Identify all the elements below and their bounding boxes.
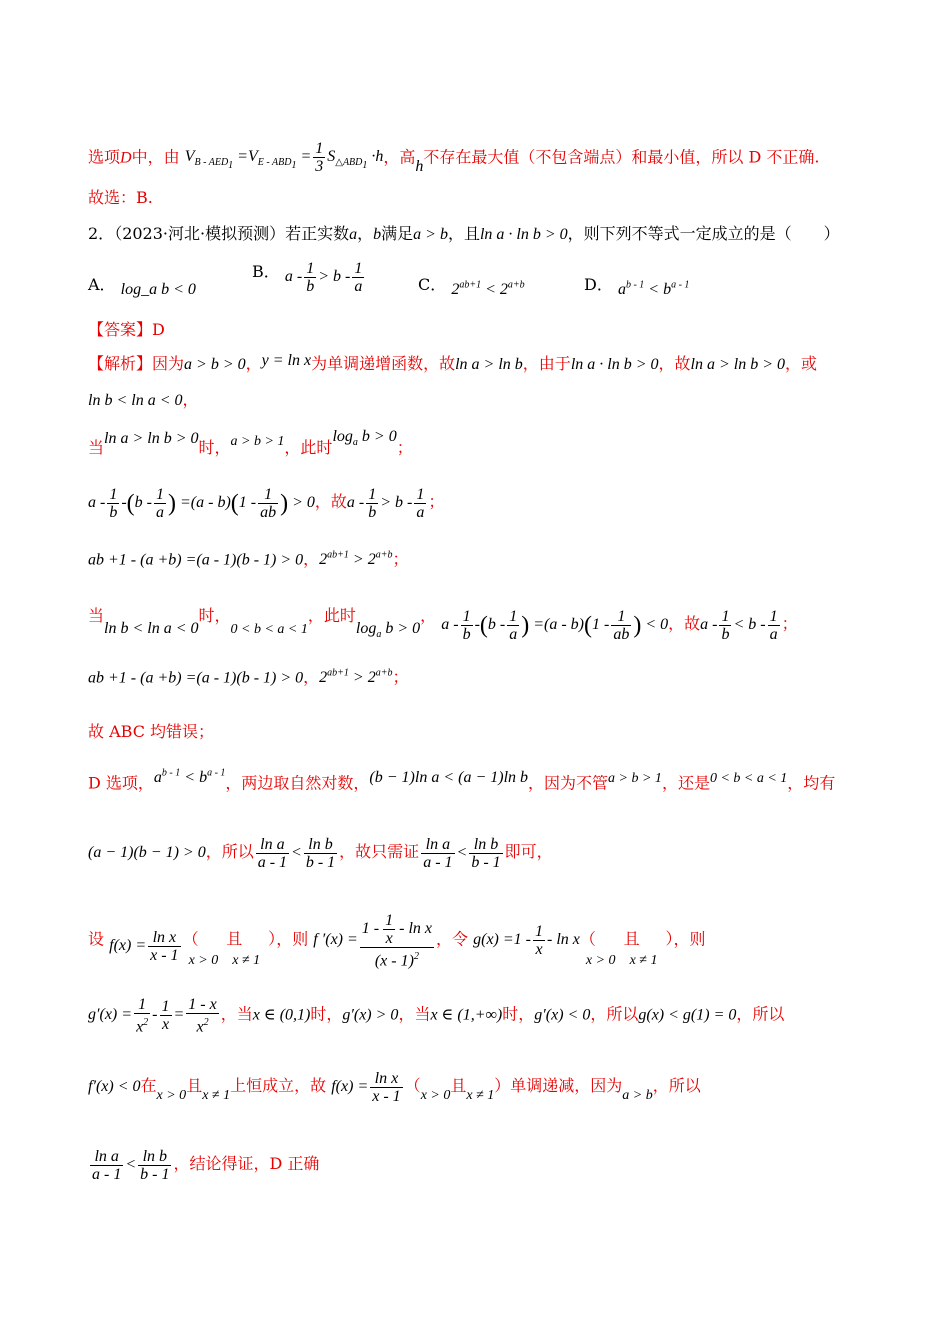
- formula: a > b > 0: [184, 356, 246, 373]
- formula: x ≠ 1: [202, 1088, 231, 1104]
- text: 当: [88, 438, 105, 457]
- formula: $\frac{\text{ln a}}{a - 1}$ < $\frac{\text{ln b}}{b - 1}$: [92, 1148, 170, 1183]
- formula: y = ln x: [261, 352, 312, 369]
- formula: a - $\frac{1}{b}$ > b - $\frac{1}{a}$: [346, 486, 425, 521]
- formula: x ≠ 1: [629, 953, 658, 969]
- case-1-line-1: [88, 428, 413, 465]
- formula: ln a > ln b > 0: [690, 356, 785, 373]
- option-label: A．: [88, 275, 116, 294]
- text: 满足: [381, 224, 414, 243]
- text: 时，: [310, 1004, 343, 1024]
- text: ，因为不管: [528, 773, 609, 793]
- text: 故 ABC 均错误；: [88, 722, 215, 741]
- text: 当: [88, 606, 105, 626]
- text: ）: [268, 929, 277, 949]
- text: 且: [226, 929, 243, 949]
- text: 设: [88, 929, 105, 949]
- text: ，故: [658, 354, 691, 373]
- conclusion: [88, 188, 153, 208]
- formula: f′(x) < 0: [88, 1078, 141, 1096]
- formula: x ≠ 1: [232, 953, 261, 969]
- text: ，此时: [284, 438, 333, 457]
- option-label: B．: [252, 262, 280, 282]
- text: ，由于: [522, 354, 571, 373]
- option-d: [584, 272, 690, 298]
- text: 在: [140, 1076, 157, 1096]
- text: ，所以: [736, 1004, 785, 1024]
- option-a: [88, 272, 196, 298]
- condition-2: ln a · ln b > 0: [479, 226, 568, 243]
- text: ，且: [447, 224, 480, 243]
- text: ；: [396, 438, 413, 457]
- d-option-line-1: [88, 770, 835, 795]
- option-formula: $a^{b - 1} < b^{a - 1}$: [617, 279, 690, 298]
- text: 上恒成立，故: [230, 1076, 327, 1096]
- final-line: [88, 1148, 319, 1183]
- formula: a > b > 1: [230, 434, 285, 449]
- formula: g′(x) > 0: [342, 1006, 399, 1024]
- text: 为单调递增函数，故: [311, 354, 456, 373]
- text: ，或: [785, 354, 818, 373]
- formula: f(x) = $\frac{\text{ln x}}{x - 1}$: [331, 1070, 401, 1105]
- d-option-line-2: [88, 836, 553, 871]
- text: 不存在最大值（不包含端点）和最小值，所以 D 不正确.: [423, 147, 820, 167]
- text: ，故: [668, 614, 701, 634]
- answer-tag: 【答案】: [88, 320, 153, 339]
- text: 因为: [152, 354, 185, 373]
- text: ，所以: [590, 1004, 639, 1024]
- formula: x > 0: [585, 953, 616, 969]
- volume-formula: $V_{B - AED_1} =V_{E - ABD_1}$ = $\frac{1}{3}$ $S_{\triangle ABD_1} \cdot h$: [184, 140, 384, 175]
- text: ，此时: [307, 606, 356, 626]
- formula: (a − 1)(b − 1) > 0: [88, 844, 206, 862]
- option-c: [418, 272, 525, 298]
- var-a: a: [349, 226, 358, 243]
- text: ，令: [436, 929, 469, 949]
- var-b: b: [373, 226, 382, 243]
- case-1-line-3: [88, 546, 408, 570]
- text: ；: [392, 667, 409, 687]
- formula: x > 0: [156, 1088, 187, 1104]
- formula: f ′(x) = 1 - $\frac{1}{x}$ - ln x (x - 1)$^2$: [313, 912, 432, 970]
- text: ，则: [276, 929, 309, 949]
- question-source: （2023·河北·模拟预测）: [114, 224, 286, 243]
- text: ）单调递减，因为: [494, 1076, 623, 1096]
- formula: (b − 1)ln a < (a − 1)ln b: [369, 769, 529, 787]
- formula: ln a > ln b: [455, 356, 523, 373]
- option-letter: D: [120, 149, 132, 167]
- text: ，两边取自然对数，: [225, 773, 370, 793]
- analysis-line-2: [88, 390, 199, 411]
- case-1-line-2: [88, 486, 444, 521]
- formula: a - $\frac{1}{b}$ -(b - $\frac{1}{a}$ ) =(a - b)(1 - $\frac{1}{ab}$ ) < 0: [441, 608, 669, 643]
- text: 中，由: [131, 147, 180, 167]
- text: 时，: [198, 606, 231, 626]
- answer-value: D: [152, 320, 165, 339]
- formula: $\log_a b > 0$: [355, 620, 421, 641]
- formula: a - $\frac{1}{b}$ < b - $\frac{1}{a}$: [700, 608, 778, 643]
- formula: $\log_a b > 0$: [332, 428, 397, 449]
- formula: ab +1 - (a +b) =(a - 1)(b - 1) > 0: [88, 669, 304, 687]
- set-f-line: [88, 912, 706, 969]
- question-number: 2．: [88, 224, 115, 243]
- option-formula: $2^{ab+1} < 2^{a+b}$: [451, 279, 525, 298]
- formula: g′(x) < 0: [534, 1006, 591, 1024]
- text: ，则下列不等式一定成立的是（ ）: [567, 224, 840, 243]
- answer: [88, 320, 165, 340]
- formula: $\frac{\text{ln a}}{a - 1}$ < $\frac{\text{ln b}}{b - 1}$: [257, 836, 336, 871]
- text: ，均有: [787, 773, 836, 793]
- option-b: [252, 260, 366, 295]
- text: D 选项，: [88, 773, 154, 793]
- analysis-tag: 【解析】: [88, 354, 153, 373]
- text: ，: [303, 667, 320, 687]
- formula: x ∈ (0,1): [252, 1006, 311, 1024]
- formula: ln a > ln b > 0: [104, 430, 199, 447]
- text: 时，: [502, 1004, 535, 1024]
- text: ，还是: [661, 773, 710, 793]
- text: ；: [392, 549, 409, 569]
- text: ，: [303, 549, 320, 569]
- text: 且: [186, 1076, 203, 1096]
- text: 即可，: [504, 842, 553, 862]
- formula: a - $\frac{1}{b}$ -(b - $\frac{1}{a}$ ) =(a - b)(1 - $\frac{1}{ab}$ ) > 0: [88, 486, 315, 521]
- text: 若正实数: [285, 224, 350, 243]
- formula: f(x) = $\frac{\text{ln x}}{x - 1}$: [109, 929, 179, 965]
- text: ，故只需证: [339, 842, 420, 862]
- text: ，所以: [205, 842, 254, 862]
- formula: $2^{ab+1} > 2^{a+b}$: [319, 668, 393, 687]
- text: ，: [182, 390, 199, 409]
- case-2-line-1: [88, 608, 798, 643]
- text: 时，: [198, 438, 231, 457]
- text: （: [404, 1076, 421, 1096]
- condition-1: a > b: [413, 226, 448, 243]
- option-formula: a - $\frac{1}{b}$ > b - $\frac{1}{a}$: [284, 260, 363, 295]
- text: （: [182, 929, 199, 949]
- formula: g′(x) = $\frac{1}{x^2}$ - $\frac{1}{x}$ = $\frac{1 - x}{x^2}$: [88, 996, 217, 1036]
- formula: 0 < b < a < 1: [230, 622, 308, 638]
- text: ，当: [398, 1004, 431, 1024]
- solution-line-1: [88, 140, 820, 176]
- text: ，: [420, 606, 437, 626]
- formula: $2^{ab+1} > 2^{a+b}$: [319, 550, 393, 569]
- option-label: D．: [584, 275, 613, 294]
- formula: x ∈ (1,+∞): [430, 1006, 503, 1024]
- formula: a > b > 1: [608, 771, 662, 787]
- f-monotone-line: [88, 1070, 701, 1105]
- analysis-line-1: [88, 354, 817, 375]
- text: ）: [665, 929, 674, 949]
- formula: ln b < ln a < 0: [104, 620, 199, 638]
- text: 且: [623, 929, 640, 949]
- text: ，当: [220, 1004, 253, 1024]
- question-stem: [88, 224, 840, 245]
- text: ，结论得证，D 正确: [173, 1154, 320, 1174]
- text: ，: [357, 224, 374, 243]
- option-label: C．: [418, 275, 447, 294]
- abc-wrong: [88, 722, 214, 742]
- text: ，所以: [652, 1076, 701, 1096]
- text: ，故: [314, 492, 347, 512]
- formula: g(x) < g(1) = 0: [638, 1006, 737, 1024]
- case-2-line-2: [88, 664, 408, 688]
- formula: ln a · ln b > 0: [570, 356, 659, 373]
- text: ，: [245, 354, 262, 373]
- text: 选项: [88, 147, 121, 167]
- text: （: [579, 929, 596, 949]
- option-formula: log_a b < 0: [120, 281, 196, 298]
- formula: 0 < b < a < 1: [709, 771, 788, 787]
- g-derivative-line: [88, 996, 784, 1035]
- text: ，则: [673, 929, 706, 949]
- formula: g(x) =1 - $\frac{1}{x}$ - ln x: [473, 923, 580, 959]
- formula: a > b: [622, 1088, 653, 1104]
- formula: $\frac{\text{ln a}}{a - 1}$ < $\frac{\text{ln b}}{b - 1}$: [423, 836, 501, 871]
- text: ；: [428, 492, 445, 512]
- formula: x > 0: [420, 1088, 451, 1104]
- text: ，高: [383, 147, 416, 167]
- text: ；: [781, 614, 798, 634]
- formula: x > 0: [188, 953, 219, 969]
- text: 且: [450, 1076, 467, 1096]
- formula: ab +1 - (a +b) =(a - 1)(b - 1) > 0: [88, 551, 304, 569]
- formula: $a^{b - 1} < b^{a - 1}$: [153, 768, 226, 787]
- formula: ln b < ln a < 0: [88, 392, 183, 409]
- var-h: h: [415, 157, 424, 175]
- formula: x ≠ 1: [466, 1088, 495, 1104]
- text: 故选：B.: [88, 188, 153, 207]
